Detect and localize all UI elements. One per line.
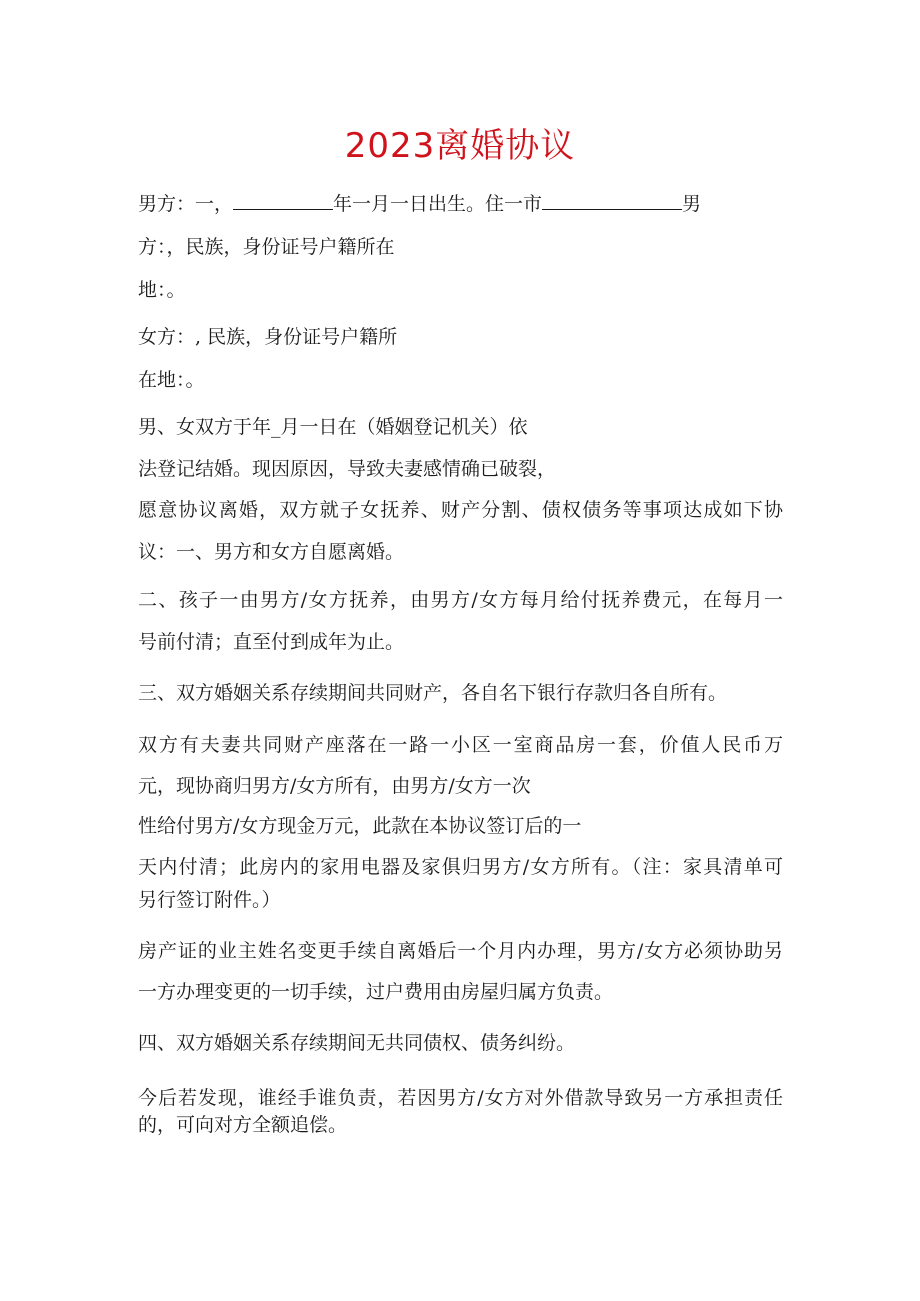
paragraph-line: 三、双方婚姻关系存续期间共同财产，各自名下银行存款归各自所有。	[138, 682, 728, 704]
name-blank	[233, 191, 333, 210]
address-blank	[542, 191, 682, 210]
line-end-text: 男	[682, 193, 702, 215]
paragraph-line: 二、孩子一由男方/女方抚养，由男方/女方每月给付抚养费元，在每月一	[138, 589, 783, 611]
paragraph-line: 在地：。	[138, 369, 205, 391]
birth-text: 年一月一日出生。住一市	[333, 193, 543, 215]
paragraph-line: 另行签订附件。）	[138, 889, 281, 911]
paragraph-line: 议：一、男方和女方自愿离婚。	[138, 541, 405, 563]
paragraph-line: 天内付清；此房内的家用电器及家俱归男方/女方所有。（注：家具清单可	[138, 856, 783, 878]
husband-label: 男方：一，	[138, 193, 234, 215]
paragraph-line: 性给付男方/女方现金万元，此款在本协议签订后的一	[138, 815, 582, 837]
paragraph-line: 男、女双方于年_月一日在（婚姻登记机关）依	[138, 416, 528, 438]
paragraph-line: 今后若发现，谁经手谁负责，若因男方/女方对外借款导致另一方承担责任	[138, 1087, 783, 1109]
paragraph-line: 房产证的业主姓名变更手续自离婚后一个月内办理，男方/女方必须协助另	[138, 940, 783, 962]
paragraph-line: 方：，民族，身份证号户籍所在	[138, 236, 395, 258]
paragraph-line: 四、双方婚姻关系存续期间无共同债权、债务纠纷。	[138, 1032, 576, 1054]
paragraph-line: 号前付清；直至付到成年为止。	[138, 631, 405, 653]
paragraph-line: 双方有夫妻共同财产座落在一路一小区一室商品房一套，价值人民币万	[138, 734, 783, 756]
document-title: 2023离婚协议	[344, 126, 576, 166]
paragraph-line: 一方办理变更的一切手续，过户费用由房屋归属方负责。	[138, 981, 614, 1003]
paragraph-line: 愿意协议离婚，双方就子女抚养、财产分割、债权债务等事项达成如下协	[138, 499, 783, 521]
husband-birth-line	[138, 191, 701, 217]
paragraph-line: 法登记结婚。现因原因，导致夫妻感情确已破裂，	[138, 458, 557, 480]
paragraph-line: 女方：, 民族，身份证号户籍所	[138, 326, 398, 348]
paragraph-line: 元，现协商归男方/女方所有，由男方/女方一次	[138, 775, 531, 797]
paragraph-line: 地：。	[138, 279, 186, 301]
paragraph-line: 的，可向对方全额追偿。	[138, 1114, 348, 1136]
